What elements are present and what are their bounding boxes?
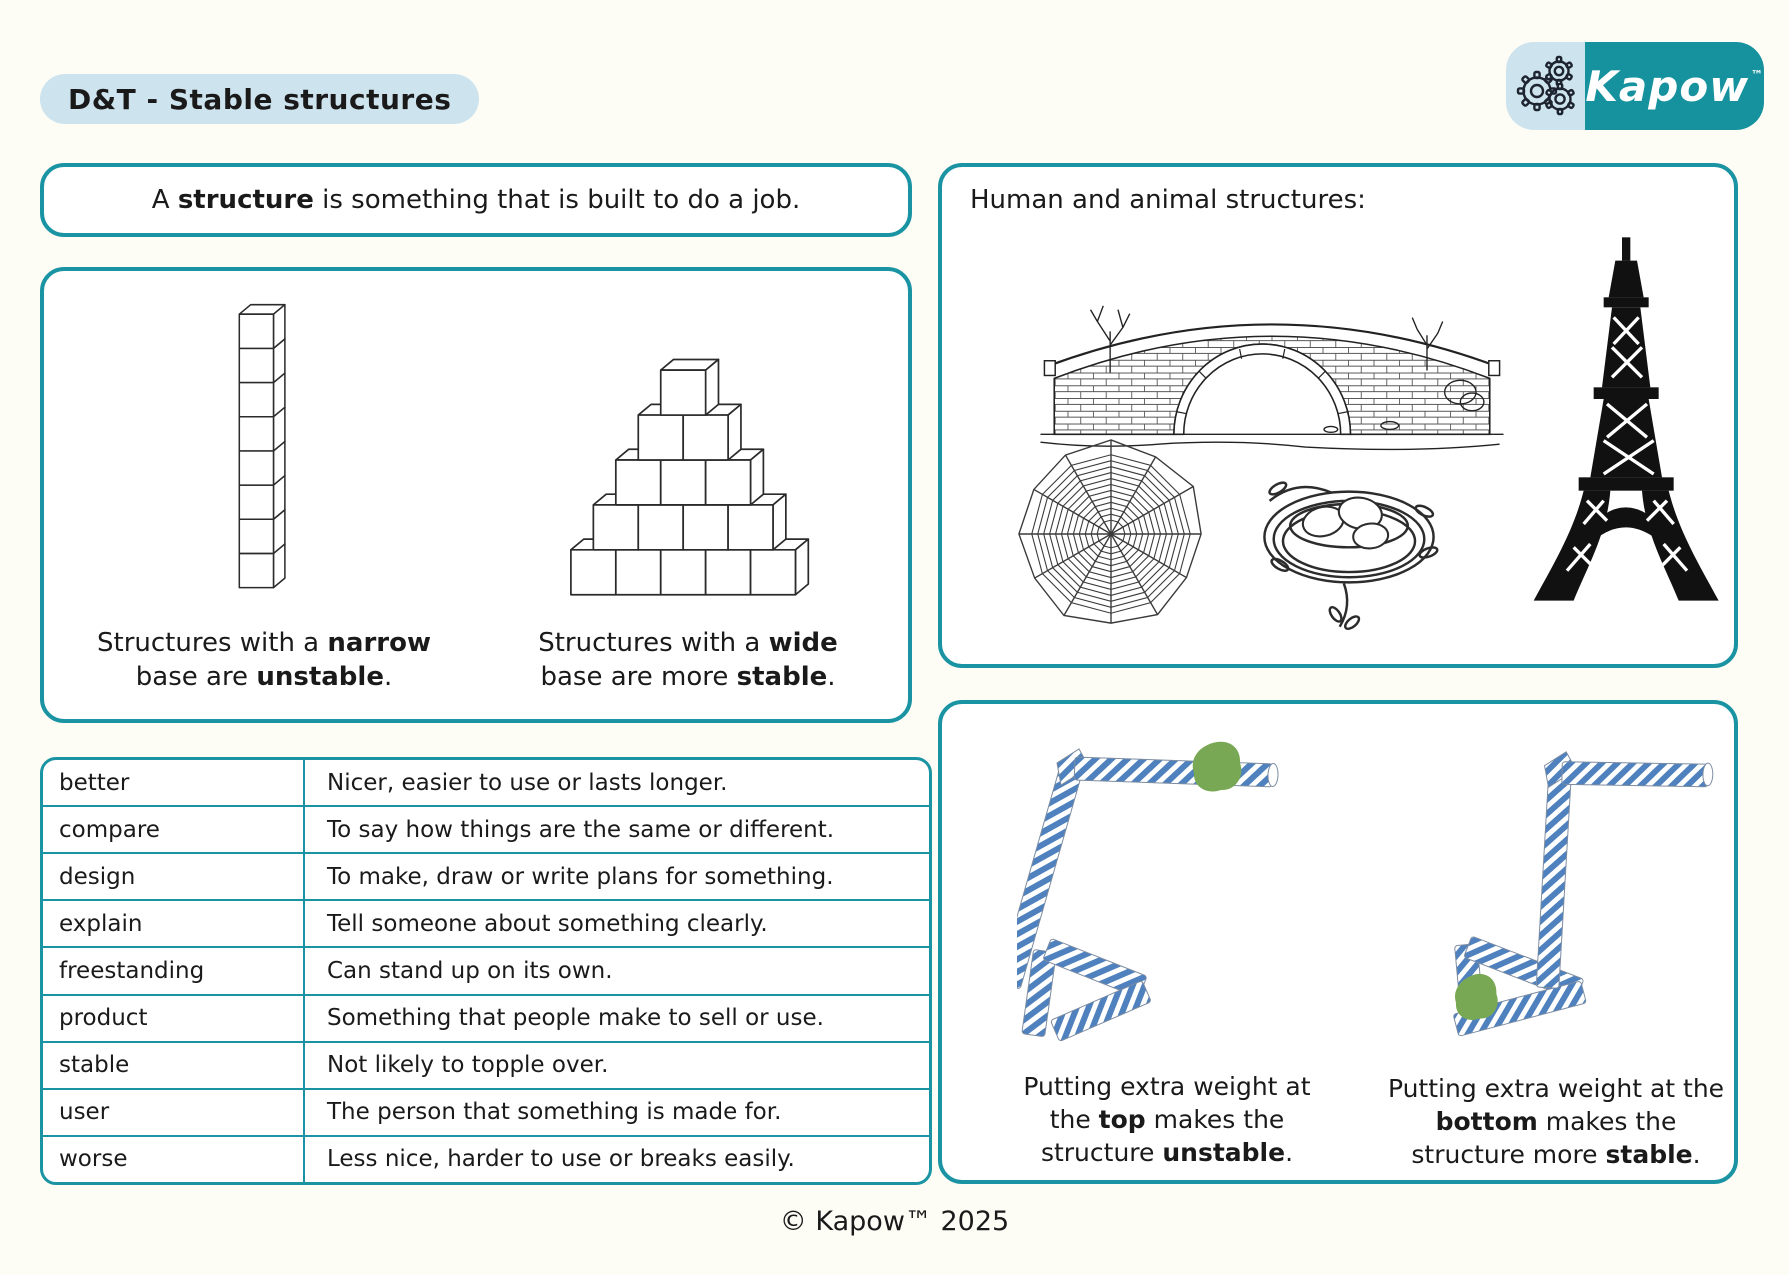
table-row	[43, 852, 929, 899]
definition-cell: Nicer, easier to use or lasts longer.	[327, 769, 728, 796]
definition-cell: Something that people make to sell or use.	[327, 1005, 824, 1032]
table-row	[43, 899, 929, 946]
narrow-tower-of-cubes-illustration	[226, 299, 302, 599]
term-cell: stable	[43, 1043, 305, 1088]
clay-weight-top	[1193, 742, 1242, 792]
stone-bridge-illustration	[1032, 245, 1512, 451]
wide-caption: Structures with a wide base are more stable.	[538, 628, 838, 693]
term-cell: product	[43, 996, 305, 1041]
term-cell: user	[43, 1090, 305, 1135]
table-row	[43, 1088, 929, 1135]
human-animal-structures-box	[938, 163, 1738, 668]
table-row	[43, 1041, 929, 1088]
definition-cell: Not likely to topple over.	[327, 1052, 609, 1079]
definition-text: A structure is something that is built to do a job.	[151, 185, 801, 215]
table-row	[43, 805, 929, 852]
kapow-logo	[1506, 42, 1764, 130]
bird-nest-illustration	[1240, 439, 1458, 635]
term-cell: better	[43, 760, 305, 805]
straw-structure-weight-top-illustration	[1017, 739, 1337, 1049]
definition-box	[40, 163, 912, 237]
term-cell: explain	[43, 901, 305, 946]
kapow-wordmark: Kapow ™	[1585, 42, 1764, 130]
extra-weight-box	[938, 700, 1738, 1184]
term-cell: worse	[43, 1137, 305, 1182]
table-row	[43, 994, 929, 1041]
term-cell: freestanding	[43, 948, 305, 993]
definition-cell: Tell someone about something clearly.	[327, 910, 768, 937]
definition-cell: Less nice, harder to use or breaks easily.	[327, 1146, 795, 1173]
pyramid-of-cubes-illustration	[562, 337, 814, 599]
definition-cell: To make, draw or write plans for something.	[327, 863, 834, 890]
definition-cell: To say how things are the same or different.	[327, 816, 835, 843]
gears-icon	[1506, 42, 1585, 130]
term-cell: design	[43, 854, 305, 899]
stable-unstable-box	[40, 267, 912, 723]
term-cell: compare	[43, 807, 305, 852]
table-row	[43, 1135, 929, 1182]
vocabulary-table	[40, 757, 932, 1185]
definition-cell: Can stand up on its own.	[327, 957, 613, 984]
copyright-footer: © Kapow™ 2025	[779, 1206, 1010, 1237]
table-row	[43, 946, 929, 993]
table-row	[43, 760, 929, 805]
narrow-structure-figure	[52, 293, 476, 695]
straw-structure-weight-bottom-illustration	[1432, 742, 1722, 1047]
spider-web-illustration	[1004, 433, 1218, 635]
human-animal-heading: Human and animal structures:	[970, 185, 1366, 215]
eiffel-tower-illustration	[1527, 237, 1727, 621]
narrow-caption: Structures with a narrow base are unstable.	[97, 628, 431, 693]
weight-bottom-caption: Putting extra weight at the bottom makes the structure more stable.	[1387, 1074, 1725, 1169]
wide-structure-figure	[476, 293, 900, 695]
page-title: D&T - Stable structures	[40, 74, 479, 124]
definition-cell: The person that something is made for.	[327, 1099, 782, 1126]
weight-top-caption: Putting extra weight at the top makes the structure unstable.	[1023, 1072, 1311, 1167]
